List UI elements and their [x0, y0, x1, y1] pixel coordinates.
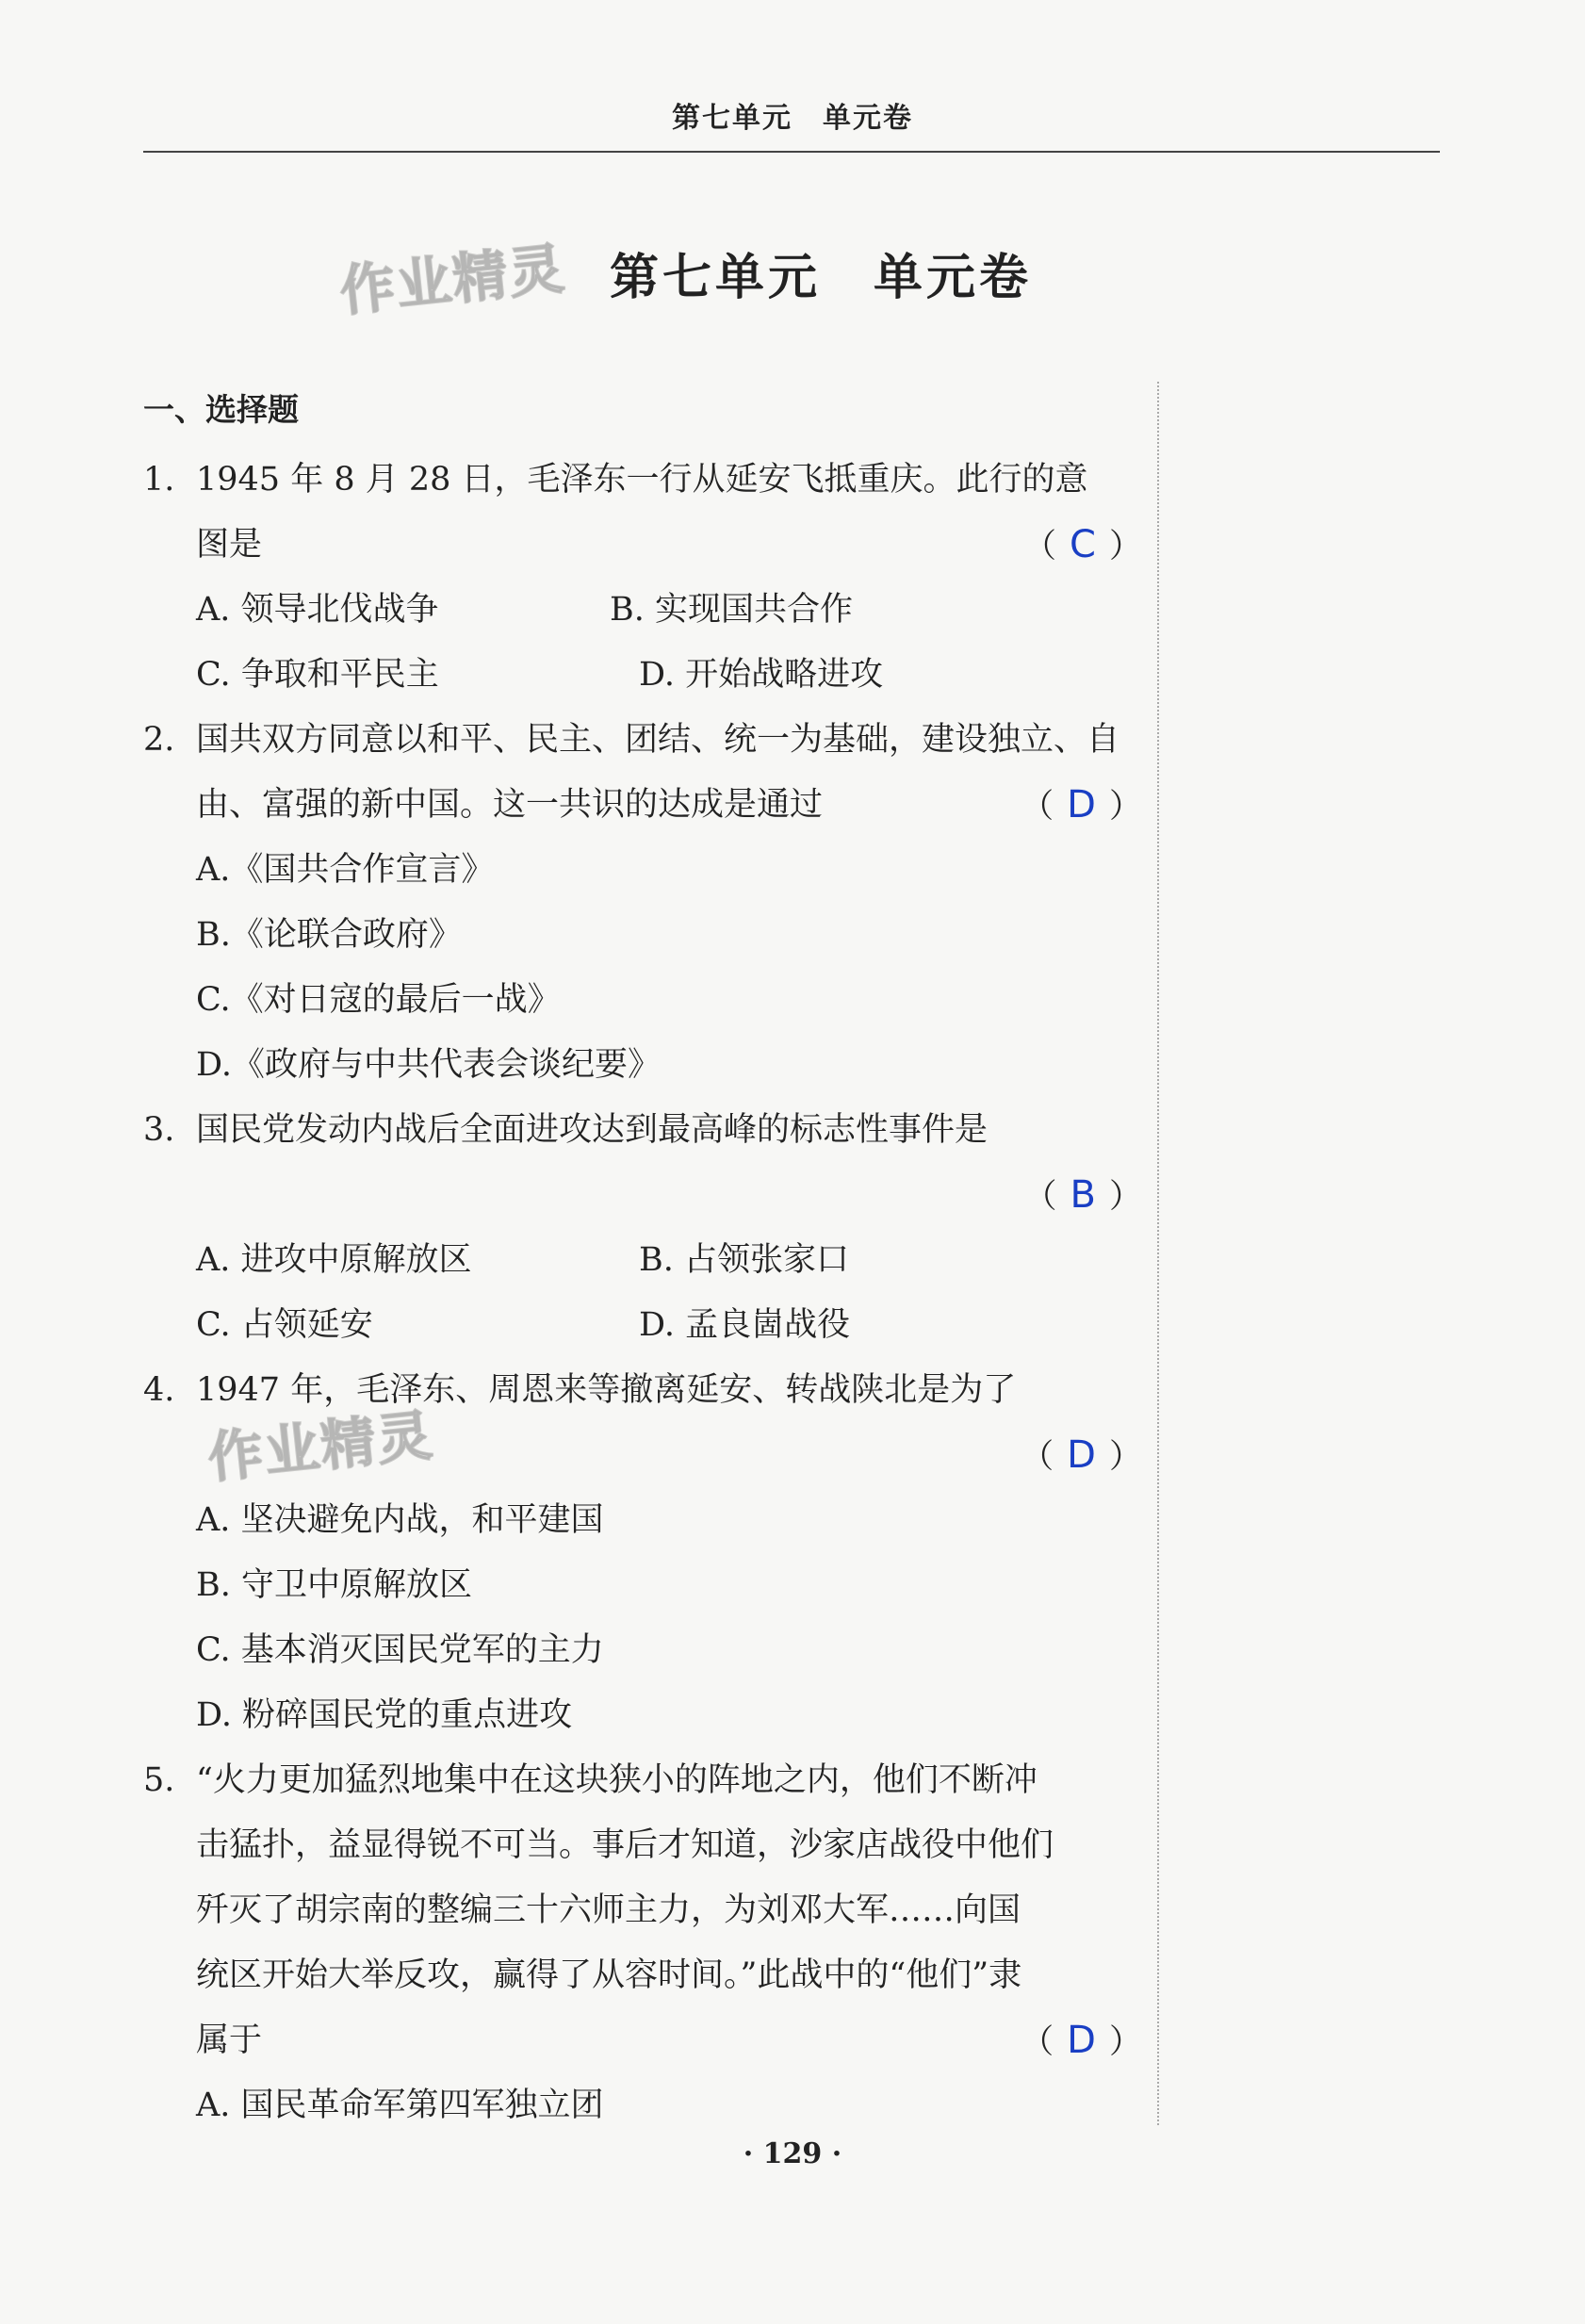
- question-stem-line: 击猛扑，益显得锐不可当。事后才知道，沙家店战役中他们: [196, 1826, 1054, 1864]
- question-stem-line: 国共双方同意以和平、民主、团结、统一为基础，建设独立、自: [196, 721, 1120, 759]
- option-a: A. 国民革命军第四军独立团: [196, 2087, 604, 2124]
- question-number: 4.: [143, 1371, 175, 1409]
- answer-bracket: （ D ）: [1021, 2019, 1142, 2062]
- page-title: 第七单元 单元卷: [609, 250, 1032, 306]
- answer-letter: C: [1070, 523, 1096, 566]
- option-d: D.《政府与中共代表会谈纪要》: [196, 1046, 661, 1084]
- question-number: 2.: [143, 721, 175, 759]
- question-5: [143, 1748, 1142, 2138]
- question-stem-line: “火力更加猛烈地集中在这块狭小的阵地之内，他们不断冲: [196, 1761, 1038, 1799]
- option-a: A. 进攻中原解放区: [196, 1241, 472, 1279]
- option-b: B.《论联合政府》: [196, 916, 462, 954]
- option-a: A.《国共合作宣言》: [196, 851, 495, 889]
- option-d: D. 粉碎国民党的重点进攻: [196, 1696, 573, 1734]
- question-stem-line: 国民党发动内战后全面进攻达到最高峰的标志性事件是: [196, 1111, 989, 1149]
- answer-letter: B: [1070, 1173, 1096, 1217]
- column-divider: [1157, 382, 1159, 2125]
- option-c: C.《对日寇的最后一战》: [196, 981, 561, 1019]
- question-3: [143, 1098, 1142, 1358]
- answer-letter: D: [1067, 783, 1096, 826]
- header-rule: [143, 151, 1440, 153]
- page-number: · 129 ·: [743, 2137, 842, 2170]
- question-number: 1.: [143, 461, 175, 499]
- option-b: B. 占领张家口: [639, 1241, 849, 1279]
- option-b: B. 守卫中原解放区: [196, 1566, 472, 1604]
- answer-bracket: （ B ）: [1023, 1173, 1142, 1217]
- question-2: [143, 708, 1142, 1098]
- question-number: 3.: [143, 1111, 175, 1149]
- question-stem-line: 统区开始大举反攻，赢得了从容时间。”此战中的“他们”隶: [196, 1956, 1022, 1994]
- answer-bracket: （ C ）: [1023, 523, 1142, 566]
- option-a: A. 坚决避免内战，和平建国: [196, 1501, 604, 1539]
- running-header: 第七单元 单元卷: [672, 102, 913, 135]
- watermark-top: 作业精灵: [336, 236, 569, 324]
- option-c: C. 基本消灭国民党军的主力: [196, 1631, 604, 1669]
- watermark-middle: 作业精灵: [204, 1402, 437, 1491]
- answer-letter: D: [1067, 1433, 1096, 1477]
- option-b: B. 实现国共合作: [610, 591, 853, 629]
- option-a: A. 领导北伐战争: [196, 591, 439, 629]
- option-c: C. 争取和平民主: [196, 656, 439, 694]
- section-heading: 一、选择题: [143, 391, 299, 428]
- question-stem-line: 由、富强的新中国。这一共识的达成是通过: [196, 786, 824, 824]
- question-content: [143, 377, 1142, 2138]
- option-c: C. 占领延安: [196, 1306, 373, 1344]
- option-d: D. 孟良崮战役: [639, 1306, 851, 1344]
- question-stem-line: 图是: [196, 526, 263, 564]
- question-stem-line: 歼灭了胡宗南的整编三十六师主力，为刘邓大军……向国: [196, 1891, 1021, 1929]
- question-stem-line: 属于: [196, 2021, 263, 2059]
- option-d: D. 开始战略进攻: [639, 656, 884, 694]
- question-1: [143, 448, 1142, 708]
- question-stem-line: 1947 年，毛泽东、周恩来等撤离延安、转战陕北是为了: [196, 1371, 1017, 1409]
- answer-bracket: （ D ）: [1021, 1433, 1142, 1477]
- question-number: 5.: [143, 1761, 175, 1799]
- question-stem-line: 1945 年 8 月 28 日，毛泽东一行从延安飞抵重庆。此行的意: [196, 461, 1088, 499]
- answer-letter: D: [1067, 2019, 1096, 2062]
- answer-bracket: （ D ）: [1021, 783, 1142, 826]
